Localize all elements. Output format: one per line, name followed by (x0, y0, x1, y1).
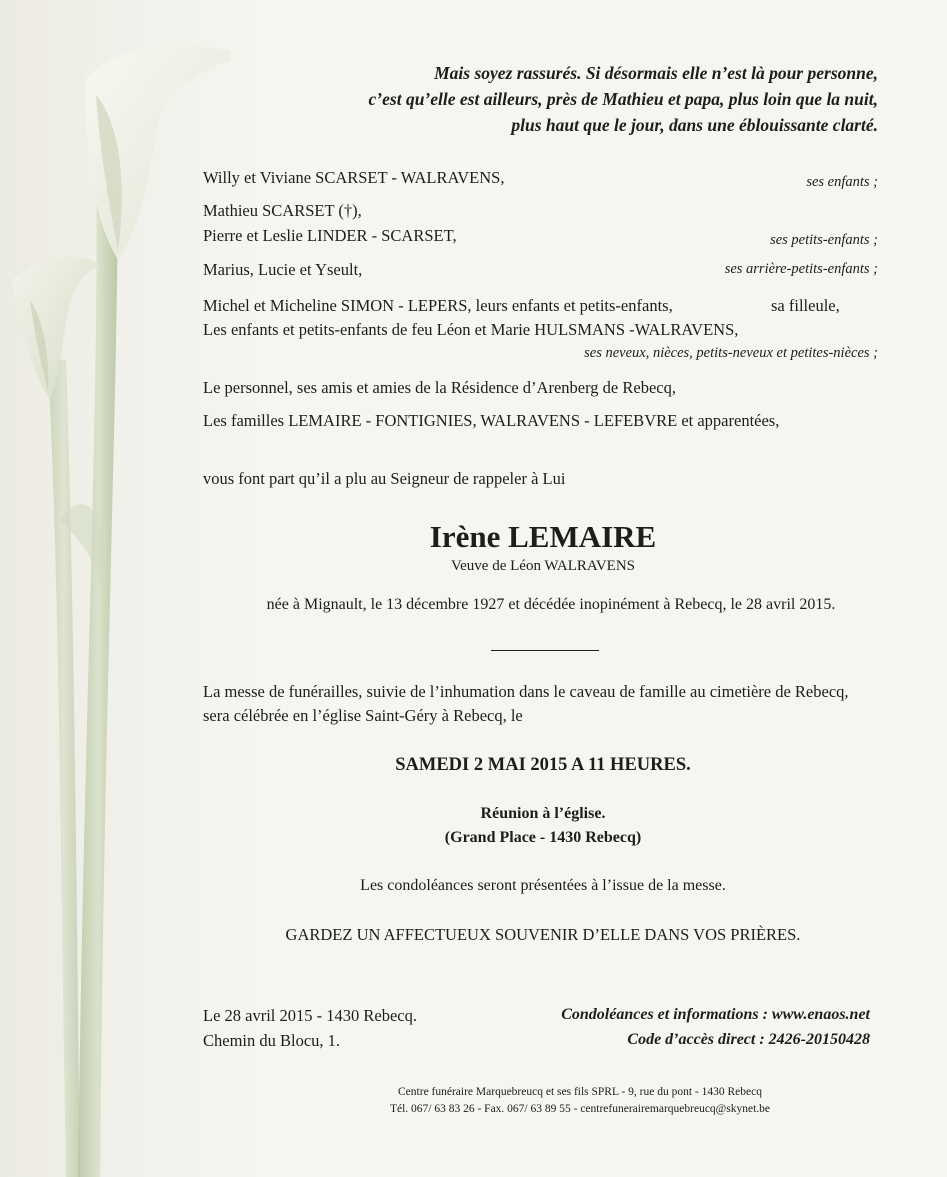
children-relation: ses enfants ; (806, 174, 878, 190)
meeting-place: Réunion à l’église. (480, 805, 606, 822)
access-code: Code d’accès direct : 2426-20150428 (627, 1031, 870, 1048)
nephews-relation: ses neveux, nièces, petits-neveux et petites-nièces ; (584, 345, 878, 361)
families-line: Les familles LEMAIRE - FONTIGNIES, WALRAVENS - LEFEBVRE et apparentées, (203, 411, 780, 430)
church-address: (Grand Place - 1430 Rebecq) (444, 829, 642, 846)
announcement: vous font part qu’il a plu au Seigneur de rappeler à Lui (203, 469, 566, 488)
mass-datetime: SAMEDI 2 MAI 2015 A 11 HEURES. (395, 755, 691, 775)
place-date: Le 28 avril 2015 - 1430 Rebecq. (203, 1006, 417, 1025)
souvenir-line: GARDEZ UN AFFECTUEUX SOUVENIR D’ELLE DANS VOS PRIÈRES. (285, 925, 801, 944)
godchild-names: Michel et Micheline SIMON - LEPERS, leurs enfants et petits-enfants, (203, 296, 673, 315)
quote-line: Mais soyez rassurés. Si désormais elle n’est là pour personne, (434, 63, 878, 83)
divider (491, 650, 599, 651)
birth-death-dates: née à Mignault, le 13 décembre 1927 et décédée inopinément à Rebecq, le 28 avril 2015. (266, 596, 836, 613)
deceased-name: Irène LEMAIRE (429, 519, 657, 554)
great-grandchildren-names: Marius, Lucie et Yseult, (203, 260, 363, 279)
godchild-relation: sa filleule, (771, 296, 840, 315)
grandchildren-relation: ses petits-enfants ; (770, 232, 878, 248)
condolences-note: Les condoléances seront présentées à l’issue de la messe. (360, 877, 726, 894)
quote-block (369, 60, 878, 138)
street-address: Chemin du Blocu, 1. (203, 1031, 341, 1050)
widow-line: Veuve de Léon WALRAVENS (450, 558, 635, 574)
mass-line: sera célébrée en l’église Saint-Géry à Rebecq, le (203, 706, 523, 725)
quote-line: plus haut que le jour, dans une éblouissante clarté. (511, 115, 878, 135)
staff-line: Le personnel, ses amis et amies de la Résidence d’Arenberg de Rebecq, (203, 378, 676, 397)
grandchildren-line: Pierre et Leslie LINDER - SCARSET, (203, 226, 457, 245)
mass-line: La messe de funérailles, suivie de l’inhumation dans le caveau de famille au cimetière de Rebecq, (203, 682, 849, 701)
children-names: Willy et Viviane SCARSET - WALRAVENS, (203, 168, 505, 187)
great-grandchildren-relation: ses arrière-petits-enfants ; (724, 261, 878, 277)
condolence-info: Condoléances et informations : www.enaos.net (561, 1006, 870, 1023)
quote-line: c’est qu’elle est ailleurs, près de Mathieu et papa, plus loin que la nuit, (368, 89, 878, 109)
grandchildren-line: Mathieu SCARSET (†), (203, 201, 362, 220)
funeral-home-line: Centre funéraire Marquebreucq et ses fils SPRL - 9, rue du pont - 1430 Rebecq (398, 1086, 762, 1098)
contact-line: Tél. 067/ 63 83 26 - Fax. 067/ 63 89 55 - centrefunerairemarquebreucq@skynet.be (389, 1103, 771, 1115)
calla-lily-illustration (0, 0, 230, 1177)
nephews-names: Les enfants et petits-enfants de feu Léon et Marie HULSMANS -WALRAVENS, (203, 320, 739, 339)
